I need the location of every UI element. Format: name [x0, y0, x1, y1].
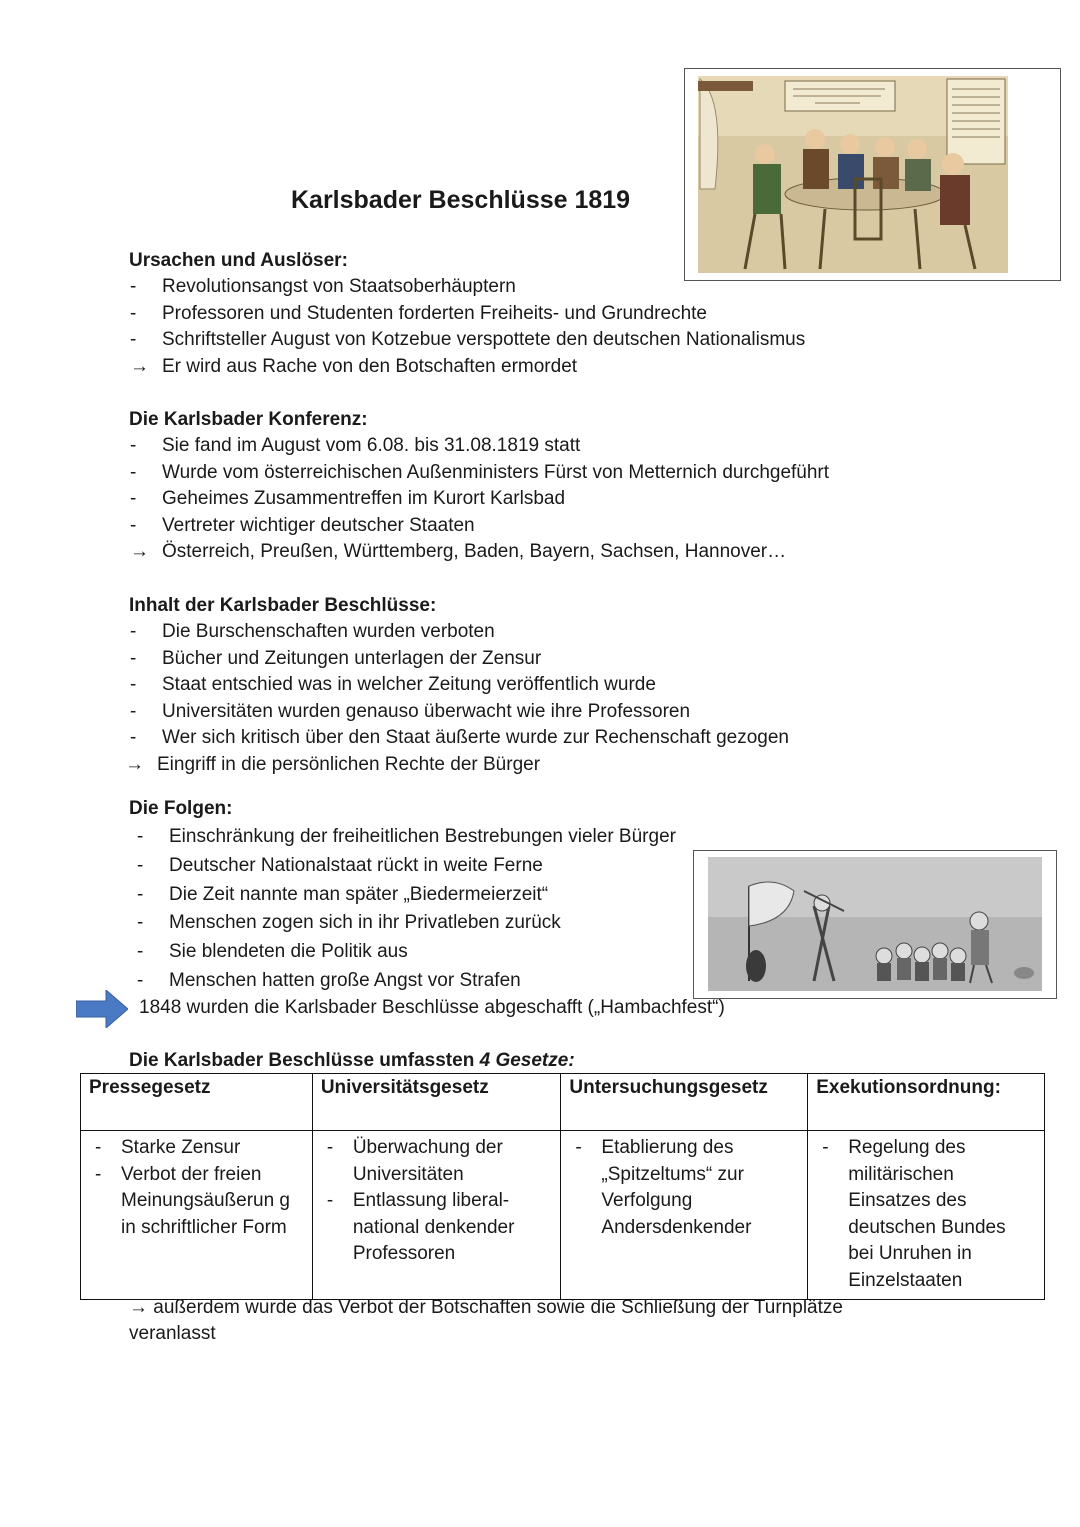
caricature-image [684, 68, 1061, 281]
table-header-cell: Untersuchungsgesetz [561, 1074, 808, 1131]
section-heading-konferenz: Die Karlsbader Konferenz: [129, 409, 368, 430]
list-item: - Etablierung des „Spitzeltums“ zur Verfolgung Andersdenkender [575, 1137, 752, 1238]
arrow-icon: → [129, 1297, 148, 1318]
list-item: - Starke Zensur [95, 1137, 241, 1158]
arrow-conclusion: → Österreich, Preußen, Württemberg, Baden, Bayern, Sachsen, Hannover… [130, 541, 787, 562]
table-cell [81, 1131, 313, 1300]
section-heading-inhalt: Inhalt der Karlsbader Beschlüsse: [129, 595, 437, 616]
list-ursachen [130, 276, 806, 382]
table-cell [312, 1131, 561, 1300]
list-item: - Die Burschenschaften wurden verboten [130, 621, 495, 642]
arrow-icon: → [130, 541, 149, 562]
list-item: - Menschen hatten große Angst vor Strafen [137, 969, 521, 991]
list-item: - Überwachung der Universitäten [326, 1137, 503, 1185]
procession-illustration [694, 851, 1056, 998]
list-item: - Geheimes Zusammentreffen im Kurort Karlsbad [130, 488, 566, 509]
list-item: - Entlassung liberal-national denkender Professoren [326, 1190, 515, 1264]
table-row [81, 1131, 1045, 1300]
list-item: - Die Zeit nannte man später „Biedermeierzeit“ [137, 883, 549, 905]
list-item: - Wurde vom österreichischen Außenministers Fürst von Metternich durchgeführt [130, 461, 830, 483]
table-header-cell: Pressegesetz [81, 1074, 313, 1131]
gesetze-heading: Die Karlsbader Beschlüsse umfassten 4 Gesetze: [129, 1050, 575, 1071]
table-cell [808, 1131, 1045, 1300]
list-item: - Sie blendeten die Politik aus [137, 941, 408, 963]
list-item: - Sie fand im August vom 6.08. bis 31.08.1819 statt [130, 435, 581, 456]
arrow-conclusion: → Er wird aus Rache von den Botschaften ermordet [130, 355, 578, 377]
laws-table [80, 1073, 1045, 1300]
list-inhalt [125, 621, 789, 780]
list-item: - Schriftsteller August von Kotzebue verspottete den deutschen Nationalismus [130, 329, 806, 350]
arrow-conclusion: → Eingriff in die persönlichen Rechte der Bürger [125, 753, 541, 775]
list-item: - Bücher und Zeitungen unterlagen der Zensur [130, 647, 542, 669]
table-cell [561, 1131, 808, 1300]
table-header-row [81, 1074, 1045, 1131]
section-heading-folgen: Die Folgen: [129, 798, 233, 819]
arrow-icon: → [125, 753, 144, 775]
list-item: - Verbot der freien Meinungsäußerun g in schriftlicher Form [95, 1163, 290, 1238]
table-header-cell: Exekutionsordnung: [808, 1074, 1045, 1131]
list-item: - Menschen zogen sich in ihr Privatleben zurück [137, 912, 561, 934]
list-item: - Deutscher Nationalstaat rückt in weite Ferne [137, 854, 543, 876]
blue-arrow-icon [76, 990, 128, 1033]
arrow-icon: → [130, 355, 149, 377]
list-item: - Vertreter wichtiger deutscher Staaten [130, 514, 475, 536]
list-item: - Revolutionsangst von Staatsoberhäuptern [130, 276, 516, 297]
list-item: - Universitäten wurden genauso überwacht wie ihre Professoren [130, 700, 691, 722]
list-item: - Regelung des militärischen Einsatzes des deutschen Bundes bei Unruhen in Einzelstaaten [822, 1137, 1006, 1291]
procession-image [693, 850, 1057, 999]
list-folgen [137, 826, 676, 999]
list-item: - Professoren und Studenten forderten Freiheits- und Grundrechte [130, 302, 707, 324]
footer-note-continuation: veranlasst [129, 1323, 216, 1344]
meeting-caricature-illustration [685, 69, 1060, 280]
list-item: - Wer sich kritisch über den Staat äußerte wurde zur Rechenschaft gezogen [130, 727, 789, 748]
table-header-cell: Universitätsgesetz [312, 1074, 561, 1131]
list-item: - Staat entschied was in welcher Zeitung veröffentlich wurde [130, 674, 656, 695]
right-arrow-icon [76, 990, 128, 1028]
list-konferenz [130, 435, 830, 568]
footer-note: → außerdem wurde das Verbot der Botschaften sowie die Schließung der Turnplätze [129, 1297, 843, 1318]
section-heading-ursachen: Ursachen und Auslöser: [129, 250, 348, 271]
abolition-note: 1848 wurden die Karlsbader Beschlüsse abgeschafft („Hambachfest“) [139, 997, 725, 1018]
page-title: Karlsbader Beschlüsse 1819 [291, 186, 631, 214]
list-item: - Einschränkung der freiheitlichen Bestrebungen vieler Bürger [137, 826, 676, 847]
